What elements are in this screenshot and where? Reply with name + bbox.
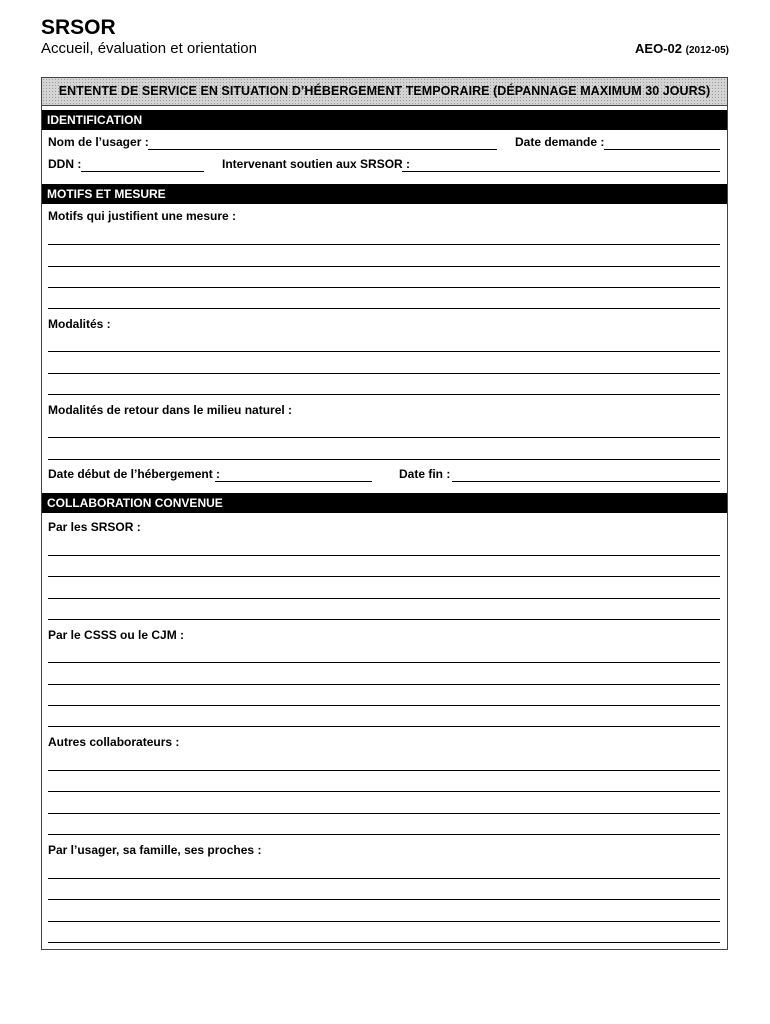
csss-label: Par le CSSS ou le CJM :	[48, 628, 185, 642]
srsor-line[interactable]	[48, 619, 720, 620]
srsor-line[interactable]	[48, 555, 720, 556]
retour-label: Modalités de retour dans le milieu naturel :	[48, 403, 293, 417]
section-motifs-header: MOTIFS ET MESURE	[42, 184, 727, 204]
csss-line[interactable]	[48, 726, 720, 727]
autres-line[interactable]	[48, 791, 720, 792]
form-box	[41, 77, 728, 950]
modalites-line[interactable]	[48, 373, 720, 374]
intervenant-label: Intervenant soutien aux SRSOR :	[222, 157, 411, 171]
date-debut-label: Date début de l’hébergement :	[48, 467, 221, 481]
nom-usager-field[interactable]	[148, 149, 497, 150]
date-debut-field[interactable]	[215, 481, 372, 482]
usager-famille-line[interactable]	[48, 878, 720, 879]
org-subtitle: Accueil, évaluation et orientation	[41, 40, 257, 57]
csss-line[interactable]	[48, 705, 720, 706]
form-code	[635, 41, 729, 56]
srsor-label: Par les SRSOR :	[48, 520, 141, 534]
ddn-field[interactable]	[81, 171, 204, 172]
autres-label: Autres collaborateurs :	[48, 735, 180, 749]
date-fin-label: Date fin :	[399, 467, 451, 481]
ddn-label: DDN :	[48, 157, 82, 171]
modalites-line[interactable]	[48, 394, 720, 395]
form-title: ENTENTE DE SERVICE EN SITUATION D’HÉBERGEMENT TEMPORAIRE (DÉPANNAGE MAXIMUM 30 JOURS)	[42, 78, 727, 106]
retour-line[interactable]	[48, 459, 720, 460]
csss-line[interactable]	[48, 662, 720, 663]
retour-line[interactable]	[48, 437, 720, 438]
motifs-line[interactable]	[48, 308, 720, 309]
srsor-line[interactable]	[48, 576, 720, 577]
motifs-line[interactable]	[48, 244, 720, 245]
usager-famille-line[interactable]	[48, 942, 720, 943]
usager-famille-line[interactable]	[48, 921, 720, 922]
form-revision: (2012-05)	[685, 45, 729, 56]
modalites-line[interactable]	[48, 351, 720, 352]
usager-famille-line[interactable]	[48, 899, 720, 900]
section-identification-header: IDENTIFICATION	[42, 110, 727, 130]
autres-line[interactable]	[48, 834, 720, 835]
usager-famille-label: Par l’usager, sa famille, ses proches :	[48, 843, 262, 857]
nom-usager-label: Nom de l’usager :	[48, 135, 149, 149]
motifs-label: Motifs qui justifient une mesure :	[48, 209, 237, 223]
date-demande-field[interactable]	[604, 149, 720, 150]
section-collaboration-header: COLLABORATION CONVENUE	[42, 493, 727, 513]
date-demande-label: Date demande :	[515, 135, 605, 149]
modalites-label: Modalités :	[48, 317, 111, 331]
motifs-line[interactable]	[48, 287, 720, 288]
motifs-line[interactable]	[48, 266, 720, 267]
intervenant-field[interactable]	[402, 171, 720, 172]
autres-line[interactable]	[48, 770, 720, 771]
srsor-line[interactable]	[48, 598, 720, 599]
org-title: SRSOR	[41, 16, 116, 39]
form-code-id: AEO-02	[635, 41, 683, 56]
csss-line[interactable]	[48, 684, 720, 685]
date-fin-field[interactable]	[452, 481, 720, 482]
autres-line[interactable]	[48, 813, 720, 814]
